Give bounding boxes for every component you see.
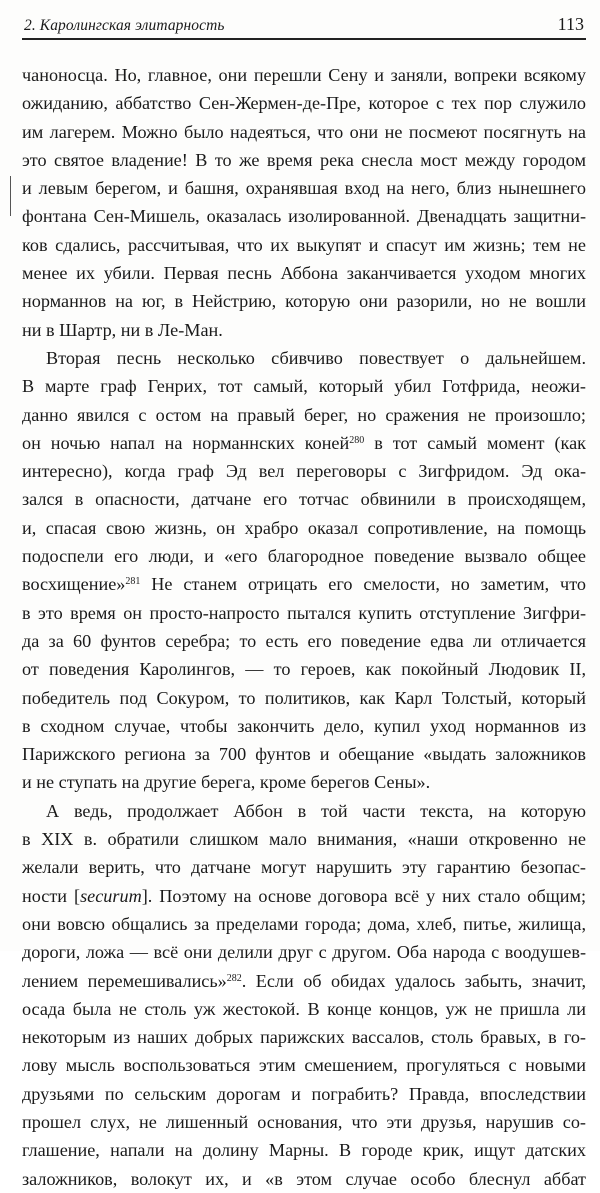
text-line-content: дороги, ложа — всё они делили друг с другом. Оба народа с воодушев- — [22, 942, 586, 963]
text-line-rest: ]. Поэтому на основе договора всё у них стало общим; — [141, 885, 587, 906]
text-line — [22, 231, 586, 259]
text-line — [22, 853, 586, 881]
text-line — [22, 202, 586, 230]
text-line-content: да за 60 фунтов серебра; то есть его поведение едва ли отличается — [22, 630, 586, 651]
text-line — [22, 627, 586, 655]
text-line — [22, 457, 586, 485]
text-line-content: Парижского региона за 700 фунтов и обещание «выдать заложников — [22, 744, 586, 765]
text-line-rest: в тот самый момент (как — [364, 432, 586, 453]
text-line-content: В марте граф Генрих, тот самый, который убил Готфрида, неожи- — [22, 376, 586, 397]
text-line — [22, 1023, 586, 1051]
text-line-content: и левым берегом, и башня, охранявшая вход на него, близ нынешнего — [22, 178, 586, 199]
text-line-content: данно явился с остом на правый берег, но сражения не произошло; — [22, 404, 586, 425]
text-line-content: в сходном случае, чтобы закончить дело, купил уход норманнов из — [22, 715, 586, 736]
footnote-ref: 282 — [226, 972, 242, 984]
text-line-content: им лагерем. Можно было надеяться, что они не посмеют посягнуть на — [22, 121, 586, 142]
text-line — [22, 712, 586, 740]
text-line — [22, 1165, 586, 1193]
text-line-content: и, спасая свою жизнь, он храбро оказал сопротивление, на помощь — [22, 517, 586, 538]
text-line — [22, 910, 586, 938]
text-line — [22, 797, 586, 825]
text-line — [22, 316, 586, 344]
text-line — [22, 1136, 586, 1164]
page-number: 113 — [557, 14, 584, 34]
text-line — [22, 995, 586, 1023]
text-line-content: ков сдались, рассчитывая, что их выкупят и спасут им жизнь; тем не — [22, 234, 586, 255]
text-line — [22, 967, 586, 995]
text-line — [22, 1108, 586, 1136]
text-line — [22, 882, 586, 910]
text-line-content: подоспели его люди, и «его благородное поведение вызвало общее — [22, 546, 586, 567]
text-line-content: победитель под Сокуром, то политиков, как Карл Толстый, который — [22, 687, 586, 708]
text-line — [22, 1080, 586, 1108]
text-line — [22, 938, 586, 966]
text-line — [22, 287, 586, 315]
body-text — [22, 61, 586, 1193]
text-line-content: он ночью напал на норманнских коней — [22, 432, 350, 453]
text-line-content: фонтана Сен-Мишель, оказалась изолированной. Двенадцать защитни- — [22, 206, 586, 227]
text-line-content: и не ступать на другие берега, кроме берегов Сены». — [22, 772, 431, 793]
text-line — [22, 684, 586, 712]
text-line-content: А ведь, продолжает Аббон в той части текста, на которую — [46, 800, 586, 821]
text-line — [22, 599, 586, 627]
text-line-rest: . Если об обидах удалось забыть, значит, — [241, 970, 586, 991]
text-line-content: они вовсю общались за пределами города; дома, хлеб, питье, жилища, — [22, 913, 586, 934]
text-line — [22, 118, 586, 146]
text-line-content: менее их убили. Первая песнь Аббона заканчивается уходом многих — [22, 263, 586, 284]
text-line — [22, 542, 586, 570]
text-line — [22, 485, 586, 513]
text-line-content: интересно), когда граф Эд вел переговоры с Зигфридом. Эд ока- — [22, 461, 586, 482]
text-line-content: лову мысль воспользоваться этим смешением, прогуляться с новыми — [22, 1055, 586, 1076]
text-line — [22, 514, 586, 542]
text-line-content: ности [ — [22, 885, 81, 906]
text-line — [22, 401, 586, 429]
latin-term: securum — [80, 885, 142, 906]
text-line — [22, 825, 586, 853]
text-line — [22, 344, 586, 372]
text-line — [22, 61, 586, 89]
text-line-rest: Не станем отрицать его смелости, но заметим, что — [140, 574, 586, 595]
text-line-content: в это время он просто-напросто пытался купить отступление Зигфри- — [22, 602, 586, 623]
text-line-content: заложников, волокут их, и «в этом случае особо блеснул аббат — [22, 1168, 586, 1189]
text-line-content: лением перемешивались» — [22, 970, 227, 991]
text-line-content: ни в Шартр, ни в Ле-Ман. — [22, 319, 223, 340]
text-line — [22, 372, 586, 400]
text-line-content: зался в опасности, датчане его тотчас обвинили в происходящем, — [22, 489, 586, 510]
text-line — [22, 768, 586, 796]
footnote-ref: 280 — [349, 434, 365, 446]
text-line-content: восхищение» — [22, 574, 126, 595]
text-line-content: осада была не столь уж жестокой. В конце концов, уж не пришла ли — [22, 998, 586, 1019]
text-line — [22, 259, 586, 287]
text-line-content: чаноносца. Но, главное, они перешли Сену и заняли, вопреки всякому — [22, 65, 586, 85]
text-line — [22, 146, 586, 174]
text-line-content: это святое владение! В то же время река снесла мост между городом — [22, 149, 586, 170]
text-line-content: от поведения Каролингов, — то героев, как покойный Людовик II, — [22, 659, 586, 680]
text-line-content: некоторым из наших добрых парижских вассалов, столь бравых, в го- — [22, 1027, 586, 1048]
text-line-content: друзьями по сельским дорогам и пограбить? Правда, впоследствии — [22, 1083, 586, 1104]
footnote-ref: 281 — [125, 576, 141, 588]
text-line-content: Вторая песнь несколько сбивчиво повествует о дальнейшем. — [46, 347, 586, 368]
text-line-content: в XIX в. обратили слишком мало внимания, «наши откровенно не — [22, 829, 586, 850]
text-line — [22, 570, 586, 598]
text-line — [22, 740, 586, 768]
text-line — [22, 89, 586, 117]
text-line — [22, 429, 586, 457]
text-line — [22, 174, 586, 202]
text-line-content: ожиданию, аббатство Сен-Жермен-де-Пре, которое с тех пор служило — [22, 93, 586, 114]
text-line — [22, 1051, 586, 1079]
margin-mark — [10, 176, 11, 216]
text-line-content: глашение, напали на долину Марны. В городе крик, ищут датских — [22, 1140, 586, 1161]
chapter-title: 2. Каролингская элитарность — [24, 17, 225, 34]
running-head — [22, 14, 586, 40]
text-line — [22, 655, 586, 683]
text-line-content: прошел слух, не лишенный основания, что эти друзья, нарушив со- — [22, 1111, 586, 1132]
text-line-content: норманнов на юг, в Нейстрию, которую они разорили, но не вошли — [22, 291, 586, 312]
text-line-content: желали верить, что датчане могут нарушить эту гарантию безопас- — [22, 857, 586, 878]
